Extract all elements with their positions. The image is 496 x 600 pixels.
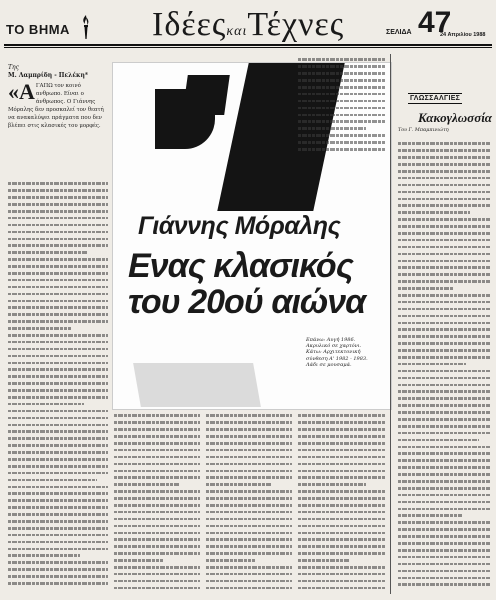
- body-text-line: [398, 485, 490, 492]
- body-text-line: [8, 187, 108, 194]
- body-text-line: [398, 354, 490, 361]
- body-text-line: [398, 209, 470, 216]
- body-text-line: [206, 460, 292, 467]
- body-text-line: [8, 538, 108, 545]
- body-text-line: [114, 453, 200, 460]
- body-text-line: [206, 474, 292, 481]
- body-text-line: [398, 161, 490, 168]
- body-text-line: [206, 508, 292, 515]
- body-text-line: [8, 552, 80, 559]
- body-text-line: [8, 249, 88, 256]
- body-text-line: [298, 125, 366, 132]
- body-text-line: [398, 361, 466, 368]
- body-text-line: [206, 488, 292, 495]
- body-text-line: [8, 318, 108, 325]
- body-text-line: [398, 491, 490, 498]
- body-text-line: [398, 174, 490, 181]
- body-text-line: [398, 278, 490, 285]
- body-text-line: [8, 208, 108, 215]
- body-text-line: [398, 416, 490, 423]
- body-text-line: [114, 543, 200, 550]
- body-text-line: [206, 419, 292, 426]
- body-text-line: [8, 559, 108, 566]
- body-text-line: [8, 270, 108, 277]
- article-headline: [128, 248, 365, 320]
- body-text-line: [398, 443, 490, 450]
- body-text-line: [206, 412, 292, 419]
- body-text-line: [398, 147, 490, 154]
- section-title-part1: Ιδέες: [152, 6, 227, 43]
- body-text-line: [298, 529, 386, 536]
- body-text-line: [8, 407, 108, 414]
- body-text-line: [8, 449, 108, 456]
- body-text-line: [114, 577, 200, 584]
- body-text-line: [298, 412, 386, 419]
- body-text-line: [8, 531, 108, 538]
- body-text-line: [8, 263, 108, 270]
- body-text-line: [8, 428, 108, 435]
- article-kicker: Γιάννης Μόραλης: [138, 212, 341, 240]
- body-text-line: [206, 502, 292, 509]
- body-text-line: [114, 488, 200, 495]
- body-text-line: [206, 577, 292, 584]
- body-text-line: [8, 504, 108, 511]
- headline-line-1: Ενας κλασικός: [128, 247, 353, 285]
- body-text-line: [398, 574, 490, 581]
- body-text-line: [398, 243, 490, 250]
- body-text-line: [206, 426, 292, 433]
- body-text-line: [114, 412, 200, 419]
- body-text-line: [298, 104, 386, 111]
- body-text-line: [114, 564, 200, 571]
- body-text-line: [206, 522, 292, 529]
- body-text-line: [398, 298, 490, 305]
- body-text-line: [298, 433, 386, 440]
- body-text-line: [398, 230, 490, 237]
- body-text-line: [298, 84, 386, 91]
- body-text-line: [114, 584, 200, 591]
- body-text-line: [398, 326, 490, 333]
- body-text-line: [398, 464, 490, 471]
- body-text-line: [8, 387, 108, 394]
- body-text-line: [8, 414, 108, 421]
- body-text-line: [114, 508, 200, 515]
- body-text-line: [8, 304, 108, 311]
- body-text-line: [8, 180, 108, 187]
- body-text-line: [114, 481, 180, 488]
- photo-caption: Επάνω: Αυγή 1986. Ακρυλικό σε χαρτόνι. Κάτω: Αρχιτεκτονική σύνθεση Α' 1982 - 1983. Λάδι σε μουσαμά.: [306, 337, 368, 368]
- body-text-line: [398, 257, 490, 264]
- body-text-line: [398, 533, 490, 540]
- byline-author: Μ. Λαμπρίδη - Πελέκη*: [8, 72, 88, 79]
- page-number: 47: [418, 6, 452, 39]
- body-text-line: [8, 463, 108, 470]
- body-text-line: [8, 566, 108, 573]
- lead-paragraph: [8, 79, 108, 129]
- body-text-line: [114, 495, 200, 502]
- body-text-line: [8, 256, 108, 263]
- body-text-line: [398, 560, 490, 567]
- body-text-line: [398, 471, 490, 478]
- byline-prefix: Της: [8, 64, 19, 71]
- newspaper-logo: ΤΟ ΒΗΜΑ: [6, 22, 70, 37]
- body-text-line: [8, 235, 108, 242]
- body-text-line: [206, 446, 292, 453]
- body-text-line: [206, 481, 272, 488]
- body-text-line: [114, 522, 200, 529]
- body-text-line: [398, 381, 490, 388]
- body-text-line: [298, 70, 386, 77]
- body-text-line: [298, 97, 386, 104]
- body-text-line: [398, 285, 453, 292]
- body-text-line: [206, 584, 292, 591]
- body-text-line: [298, 502, 386, 509]
- section-title-connector: και: [226, 24, 248, 39]
- body-text-line: [398, 319, 490, 326]
- body-text-line: [398, 333, 490, 340]
- body-text-line: [298, 63, 386, 70]
- body-text-line: [398, 292, 490, 299]
- body-text-line: [8, 359, 108, 366]
- body-text-line: [398, 553, 490, 560]
- body-text-line: [398, 223, 490, 230]
- body-text-line: [298, 550, 386, 557]
- body-text-line: [298, 426, 386, 433]
- body-text-line: [398, 250, 490, 257]
- body-text-line: [398, 519, 490, 526]
- sidebar-divider: [390, 54, 391, 594]
- body-text-line: [8, 201, 108, 208]
- body-text-line: [8, 497, 108, 504]
- body-text-line: [398, 271, 490, 278]
- body-text-line: [8, 221, 108, 228]
- text-column-middle-2: [206, 412, 292, 592]
- body-text-line: [298, 139, 386, 146]
- body-text-line: [8, 511, 108, 518]
- body-text-line: [114, 550, 200, 557]
- body-text-line: [398, 140, 490, 147]
- body-text-line: [398, 367, 490, 374]
- body-text-line: [398, 374, 490, 381]
- headline-line-2: του 20ού αιώνα: [128, 283, 366, 321]
- body-text-line: [298, 453, 386, 460]
- body-text-line: [114, 446, 200, 453]
- body-text-line: [398, 216, 490, 223]
- body-text-line: [298, 557, 349, 564]
- body-text-line: [398, 498, 490, 505]
- lead-dropcap: «Α: [8, 79, 35, 104]
- body-text-line: [8, 332, 108, 339]
- body-text-line: [298, 111, 386, 118]
- body-text-line: [298, 577, 386, 584]
- body-text-line: [398, 195, 490, 202]
- body-text-line: [206, 543, 292, 550]
- section-title: [152, 8, 344, 49]
- body-text-line: [8, 456, 108, 463]
- body-text-line: [398, 567, 490, 574]
- body-text-line: [8, 214, 108, 221]
- body-text-line: [398, 457, 490, 464]
- body-text-line: [114, 426, 200, 433]
- body-text-line: [298, 460, 386, 467]
- body-text-line: [8, 421, 108, 428]
- body-text-line: [206, 557, 255, 564]
- section-title-part2: Τέχνες: [247, 6, 345, 43]
- body-text-line: [206, 515, 292, 522]
- body-text-line: [298, 132, 386, 139]
- body-text-line: [298, 536, 386, 543]
- body-text-line: [398, 202, 490, 209]
- text-column-sidebar: [398, 140, 490, 592]
- issue-date: 24 Απριλίου 1988: [440, 32, 486, 38]
- body-text-line: [114, 474, 200, 481]
- body-text-line: [8, 469, 108, 476]
- body-text-line: [8, 283, 108, 290]
- body-text-line: [398, 409, 490, 416]
- body-text-line: [114, 515, 200, 522]
- body-text-line: [298, 495, 386, 502]
- body-text-line: [8, 401, 84, 408]
- body-text-line: [8, 518, 108, 525]
- body-text-line: [206, 536, 292, 543]
- body-text-line: [8, 338, 108, 345]
- page-label: ΣΕΛΙΔΑ: [386, 29, 412, 36]
- body-text-line: [398, 181, 490, 188]
- body-text-line: [8, 228, 108, 235]
- body-text-line: [8, 476, 97, 483]
- body-text-line: [298, 467, 386, 474]
- body-text-line: [8, 435, 108, 442]
- body-text-line: [398, 423, 490, 430]
- body-text-line: [398, 429, 490, 436]
- body-text-line: [398, 505, 490, 512]
- body-text-line: [298, 440, 386, 447]
- body-text-line: [8, 394, 108, 401]
- body-text-line: [398, 395, 490, 402]
- body-text-line: [114, 440, 200, 447]
- text-column-middle-3: [298, 412, 386, 592]
- body-text-line: [398, 526, 490, 533]
- body-text-line: [8, 366, 108, 373]
- body-text-line: [8, 373, 108, 380]
- body-text-line: [298, 446, 386, 453]
- column-tag: ΓΛΩΣΣΑΛΓΙΕΣ: [410, 95, 461, 102]
- column-title: Κακογλωσσία: [418, 110, 493, 125]
- body-text-line: [206, 529, 292, 536]
- body-text-line: [114, 529, 200, 536]
- body-text-line: [8, 380, 108, 387]
- body-text-line: [398, 168, 490, 175]
- body-text-line: [298, 56, 386, 63]
- body-text-line: [8, 352, 108, 359]
- body-text-line: [398, 188, 490, 195]
- body-text-line: [298, 564, 386, 571]
- body-text-line: [8, 276, 108, 283]
- body-text-line: [8, 345, 108, 352]
- body-text-line: [298, 584, 386, 591]
- text-column-left: [8, 180, 108, 592]
- body-text-line: [398, 436, 479, 443]
- body-text-line: [398, 312, 490, 319]
- body-text-line: [398, 540, 490, 547]
- body-text-line: [398, 347, 490, 354]
- body-text-line: [114, 570, 200, 577]
- masthead-rule: [4, 44, 492, 46]
- body-text-line: [398, 402, 490, 409]
- body-text-line: [298, 522, 386, 529]
- text-column-right-upper: [298, 56, 386, 156]
- body-text-line: [8, 442, 108, 449]
- body-text-line: [398, 236, 490, 243]
- body-text-line: [8, 325, 71, 332]
- body-text-line: [298, 118, 386, 125]
- body-text-line: [398, 264, 490, 271]
- body-text-line: [8, 580, 108, 587]
- body-text-line: [114, 557, 163, 564]
- body-text-line: [114, 502, 200, 509]
- body-text-line: [298, 474, 386, 481]
- body-text-line: [114, 433, 200, 440]
- body-text-line: [8, 545, 108, 552]
- body-text-line: [8, 490, 108, 497]
- body-text-line: [298, 508, 386, 515]
- body-text-line: [398, 581, 490, 588]
- article-byline: [8, 64, 98, 80]
- body-text-line: [206, 433, 292, 440]
- masthead-rule-thin: [4, 47, 492, 48]
- body-text-line: [298, 419, 386, 426]
- body-text-line: [298, 488, 386, 495]
- body-text-line: [398, 154, 490, 161]
- body-text-line: [8, 297, 108, 304]
- body-text-line: [298, 77, 386, 84]
- body-text-line: [8, 194, 108, 201]
- body-text-line: [398, 388, 490, 395]
- column-byline: Του Γ. Μπαμπινιώτη: [398, 128, 449, 133]
- body-text-line: [398, 512, 462, 519]
- body-text-line: [114, 536, 200, 543]
- body-text-line: [114, 460, 200, 467]
- body-text-line: [8, 483, 108, 490]
- lead-text: ΓΑΠΩ τον κοινό ανθρωπο. Είναι ο άνθρωπος. Ο Γιάννης Μόραλης δεν προσκαλεί τον θεατή να ανακαλύψει πράγματα που δεν βλέπει στις κλασικές του μορφές.: [8, 83, 104, 129]
- body-text-line: [298, 481, 366, 488]
- body-text-line: [398, 305, 490, 312]
- body-text-line: [398, 450, 490, 457]
- body-text-line: [298, 515, 386, 522]
- body-text-line: [8, 573, 108, 580]
- body-text-line: [398, 478, 490, 485]
- body-text-line: [206, 564, 292, 571]
- torch-icon: [80, 14, 92, 40]
- body-text-line: [398, 547, 490, 554]
- body-text-line: [298, 570, 386, 577]
- body-text-line: [206, 440, 292, 447]
- text-column-middle-1: [114, 412, 200, 592]
- body-text-line: [206, 570, 292, 577]
- body-text-line: [114, 419, 200, 426]
- body-text-line: [206, 467, 292, 474]
- body-text-line: [8, 525, 108, 532]
- body-text-line: [206, 453, 292, 460]
- body-text-line: [114, 467, 200, 474]
- body-text-line: [298, 90, 386, 97]
- body-text-line: [298, 146, 386, 153]
- body-text-line: [8, 242, 108, 249]
- body-text-line: [206, 550, 292, 557]
- body-text-line: [206, 495, 292, 502]
- body-text-line: [8, 290, 108, 297]
- body-text-line: [298, 543, 386, 550]
- body-text-line: [8, 311, 108, 318]
- body-text-line: [398, 340, 490, 347]
